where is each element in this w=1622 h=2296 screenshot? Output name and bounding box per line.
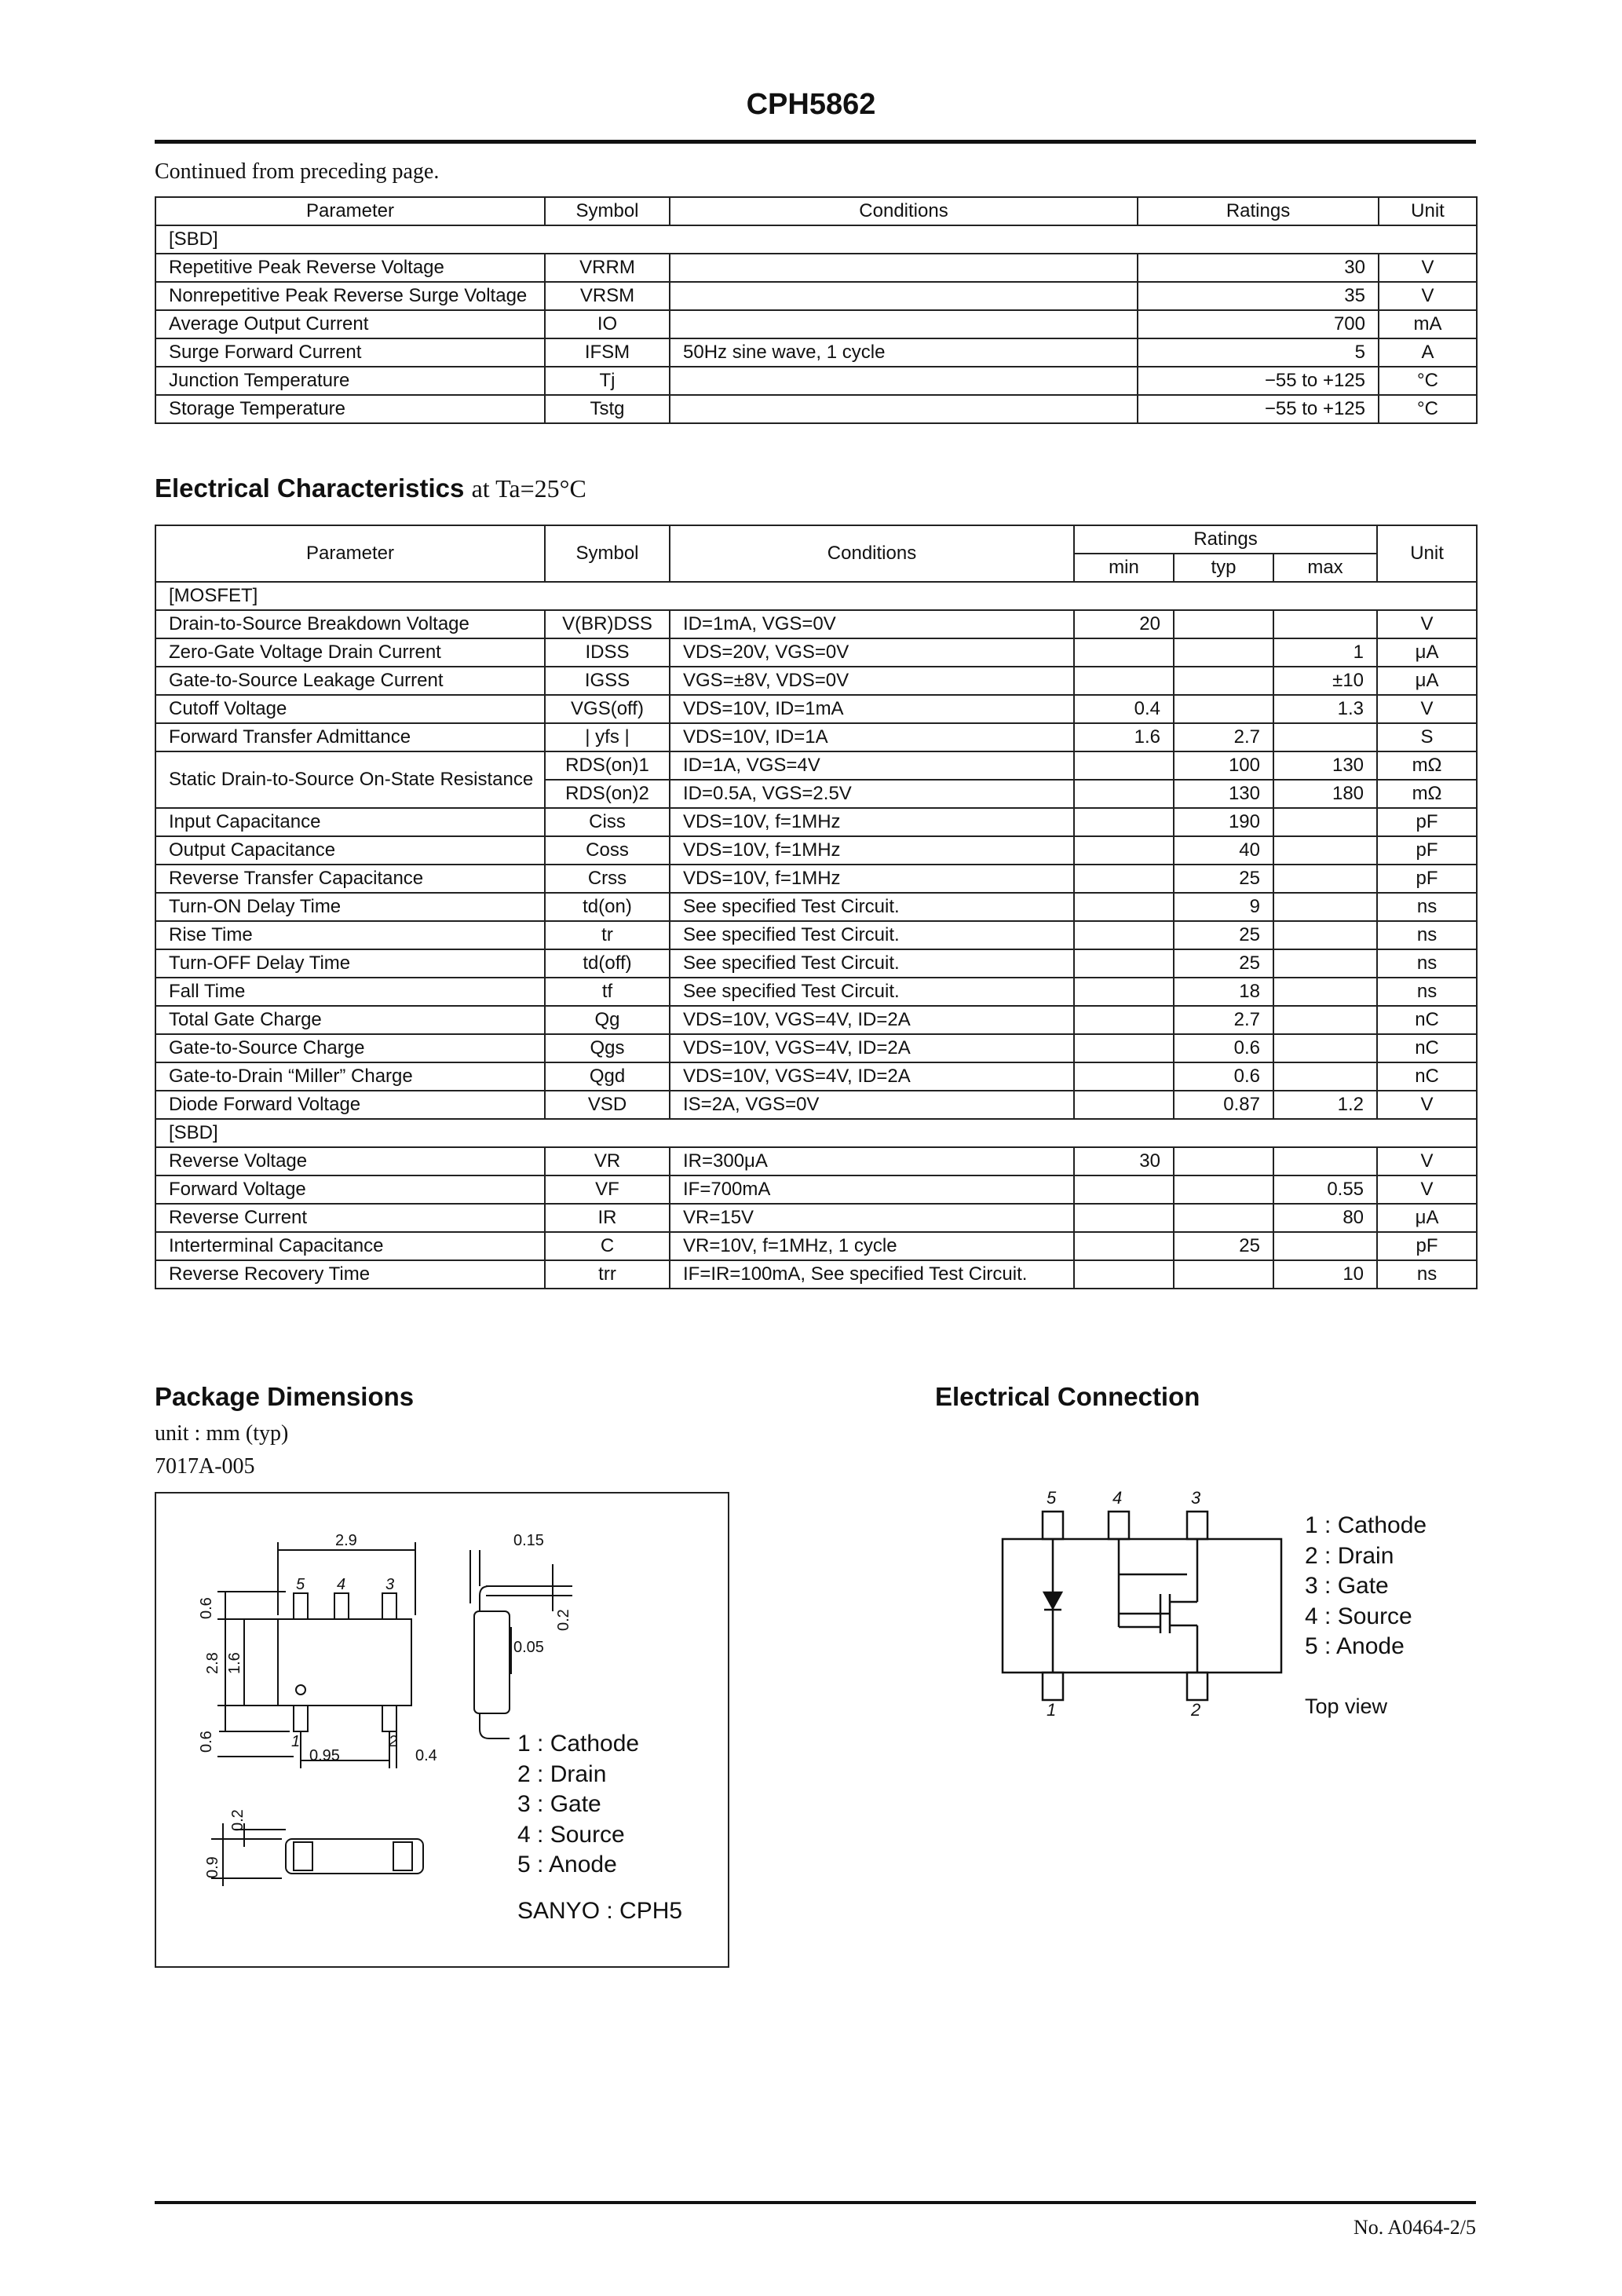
cell-min [1074, 1204, 1174, 1232]
package-title: Package Dimensions [155, 1382, 415, 1411]
cell-unit: ns [1377, 893, 1477, 921]
cell-conditions: VDS=20V, VGS=0V [670, 638, 1074, 667]
cell-max [1273, 1147, 1377, 1175]
cell-typ [1174, 638, 1273, 667]
cell-max: 1.2 [1273, 1091, 1377, 1119]
dim-b: 1.6 [226, 1652, 243, 1674]
cell-parameter: Forward Voltage [155, 1175, 545, 1204]
cell-conditions [670, 310, 1138, 338]
elec-heading [155, 473, 586, 503]
dim-width: 2.9 [335, 1532, 357, 1549]
cell-unit: V [1377, 610, 1477, 638]
table-row [155, 949, 1477, 978]
cell-symbol: tf [545, 978, 670, 1006]
rds-typ: 130 [1174, 780, 1273, 808]
package-pin-list [517, 1729, 682, 1926]
rds-unit: mΩ [1377, 780, 1477, 808]
cell-unit: A [1379, 338, 1477, 367]
pin-label: 2 : Drain [517, 1760, 607, 1787]
cell-ratings: 30 [1138, 254, 1379, 282]
cell-unit: V [1377, 1147, 1477, 1175]
cell-symbol: IFSM [545, 338, 670, 367]
cell-unit: pF [1377, 865, 1477, 893]
cell-max [1273, 865, 1377, 893]
cell-max: 10 [1273, 1260, 1377, 1289]
cell-symbol: Qgs [545, 1034, 670, 1062]
cell-symbol: | yfs | [545, 723, 670, 751]
cell-max: 1.3 [1273, 695, 1377, 723]
cell-symbol: C [545, 1232, 670, 1260]
dim-h: 2.8 [204, 1652, 221, 1674]
rds-unit: mΩ [1377, 751, 1477, 780]
table-row [155, 1062, 1477, 1091]
cell-min [1074, 865, 1174, 893]
connection-view-note: Top view [1305, 1695, 1388, 1718]
cell-conditions: VDS=10V, f=1MHz [670, 836, 1074, 865]
pin-number: 3 [385, 1576, 395, 1593]
cell-symbol: Qg [545, 1006, 670, 1034]
cell-parameter: Fall Time [155, 978, 545, 1006]
cell-unit: pF [1377, 836, 1477, 865]
cell-ratings: 700 [1138, 310, 1379, 338]
cell-parameter: Average Output Current [155, 310, 545, 338]
table-row [155, 723, 1477, 751]
cell-symbol: tr [545, 921, 670, 949]
cell-max [1273, 836, 1377, 865]
dim-t1: 0.15 [513, 1532, 544, 1549]
cell-min: 20 [1074, 610, 1174, 638]
cell-symbol: td(off) [545, 949, 670, 978]
cell-min [1074, 638, 1174, 667]
table-row [155, 1147, 1477, 1175]
cell-min [1074, 1091, 1174, 1119]
table-row [155, 367, 1477, 395]
header-rule [155, 140, 1476, 144]
cell-parameter: Reverse Recovery Time [155, 1260, 545, 1289]
rds-typ: 100 [1174, 751, 1273, 780]
cell-conditions: IR=300μA [670, 1147, 1074, 1175]
package-maker: SANYO : CPH5 [517, 1897, 683, 1924]
cell-unit: °C [1379, 367, 1477, 395]
cell-parameter: Gate-to-Source Charge [155, 1034, 545, 1062]
table-row [155, 978, 1477, 1006]
cell-unit: nC [1377, 1006, 1477, 1034]
cell-conditions: IS=2A, VGS=0V [670, 1091, 1074, 1119]
table-row [155, 310, 1477, 338]
cell-parameter: Drain-to-Source Breakdown Voltage [155, 610, 545, 638]
section-mosfet: [MOSFET] [155, 582, 1477, 610]
pin-number: 4 [337, 1576, 346, 1593]
table-row [155, 338, 1477, 367]
mosfet-rows [155, 610, 1477, 751]
header-max: max [1273, 554, 1377, 582]
cell-min: 30 [1074, 1147, 1174, 1175]
connection-title: Electrical Connection [935, 1382, 1200, 1411]
cell-parameter: Nonrepetitive Peak Reverse Surge Voltage [155, 282, 545, 310]
pin-number: 5 [296, 1576, 305, 1593]
cell-conditions: VDS=10V, VGS=4V, ID=2A [670, 1034, 1074, 1062]
cell-unit: V [1377, 1175, 1477, 1204]
cell-conditions: See specified Test Circuit. [670, 893, 1074, 921]
cell-parameter: Total Gate Charge [155, 1006, 545, 1034]
pin-label: 2 : Drain [1305, 1542, 1394, 1569]
cell-parameter: Reverse Current [155, 1204, 545, 1232]
dim-lead: 0.2 [555, 1609, 572, 1631]
pin-number: 2 [389, 1733, 398, 1750]
pin-label: 4 : Source [1305, 1603, 1412, 1629]
cell-typ [1174, 1204, 1273, 1232]
package-drawing-box [155, 1492, 729, 1968]
header-typ: typ [1174, 554, 1273, 582]
header-parameter: Parameter [155, 525, 545, 582]
cell-min [1074, 667, 1174, 695]
table-row [155, 282, 1477, 310]
section-sbd: [SBD] [155, 1119, 1477, 1147]
cell-parameter: Zero-Gate Voltage Drain Current [155, 638, 545, 667]
cell-symbol: Qgd [545, 1062, 670, 1091]
rds-min [1074, 780, 1174, 808]
cell-min [1074, 1175, 1174, 1204]
cell-typ: 0.6 [1174, 1062, 1273, 1091]
cell-unit: μA [1377, 1204, 1477, 1232]
cell-min [1074, 1062, 1174, 1091]
cell-symbol: IDSS [545, 638, 670, 667]
cell-unit: ns [1377, 978, 1477, 1006]
cell-ratings: 5 [1138, 338, 1379, 367]
cell-ratings: −55 to +125 [1138, 367, 1379, 395]
cell-parameter: Repetitive Peak Reverse Voltage [155, 254, 545, 282]
cell-typ: 0.87 [1174, 1091, 1273, 1119]
cell-unit: V [1379, 282, 1477, 310]
dim-t2: 0.05 [513, 1639, 544, 1656]
cell-typ: 25 [1174, 865, 1273, 893]
section-label: [SBD] [155, 225, 1477, 254]
header-conditions: Conditions [670, 525, 1074, 582]
cell-symbol: VRRM [545, 254, 670, 282]
connection-diagram [989, 1476, 1295, 1727]
cell-min [1074, 808, 1174, 836]
rds-max: 130 [1273, 751, 1377, 780]
cell-typ [1174, 695, 1273, 723]
table-row [155, 667, 1477, 695]
cell-unit: μA [1377, 638, 1477, 667]
cell-typ: 2.7 [1174, 1006, 1273, 1034]
cell-conditions: ID=1mA, VGS=0V [670, 610, 1074, 638]
header-conditions: Conditions [670, 197, 1138, 225]
pin-label: 4 : Source [517, 1821, 625, 1848]
cell-unit: pF [1377, 808, 1477, 836]
cell-unit: ns [1377, 921, 1477, 949]
rds-max: 180 [1273, 780, 1377, 808]
rds-conditions: ID=1A, VGS=4V [670, 751, 1074, 780]
cell-symbol: IGSS [545, 667, 670, 695]
cell-max [1273, 1062, 1377, 1091]
cell-conditions [670, 395, 1138, 423]
table-row [155, 1091, 1477, 1119]
cell-symbol: VRSM [545, 282, 670, 310]
header-unit: Unit [1377, 525, 1477, 582]
cell-max: 1 [1273, 638, 1377, 667]
cell-conditions: VDS=10V, f=1MHz [670, 865, 1074, 893]
cell-symbol: IR [545, 1204, 670, 1232]
cell-symbol: Crss [545, 865, 670, 893]
cell-symbol: trr [545, 1260, 670, 1289]
cell-min [1074, 1232, 1174, 1260]
table-header-row [155, 525, 1477, 554]
cell-conditions: VGS=±8V, VDS=0V [670, 667, 1074, 695]
cell-unit: mA [1379, 310, 1477, 338]
cell-conditions: See specified Test Circuit. [670, 949, 1074, 978]
cell-unit: V [1377, 1091, 1477, 1119]
pin-number: 1 [291, 1733, 301, 1750]
cell-min [1074, 1006, 1174, 1034]
rds-parameter: Static Drain-to-Source On-State Resistance [155, 751, 545, 808]
rds-conditions: ID=0.5A, VGS=2.5V [670, 780, 1074, 808]
cell-unit: V [1377, 695, 1477, 723]
cell-min [1074, 1260, 1174, 1289]
cell-conditions: IF=700mA [670, 1175, 1074, 1204]
package-unit-note: unit : mm (typ) [155, 1421, 289, 1446]
cell-typ: 2.7 [1174, 723, 1273, 751]
cell-parameter: Junction Temperature [155, 367, 545, 395]
cell-parameter: Reverse Voltage [155, 1147, 545, 1175]
table-row [155, 610, 1477, 638]
cell-conditions: See specified Test Circuit. [670, 978, 1074, 1006]
cell-max [1273, 1006, 1377, 1034]
cell-parameter: Diode Forward Voltage [155, 1091, 545, 1119]
cell-max [1273, 978, 1377, 1006]
cell-conditions [670, 367, 1138, 395]
cell-symbol: Ciss [545, 808, 670, 836]
abs-rows [155, 254, 1477, 423]
cell-symbol: VSD [545, 1091, 670, 1119]
cell-parameter: Turn-OFF Delay Time [155, 949, 545, 978]
cell-min [1074, 921, 1174, 949]
cell-conditions: 50Hz sine wave, 1 cycle [670, 338, 1138, 367]
table-row [155, 921, 1477, 949]
rds-min [1074, 751, 1174, 780]
cell-conditions: VR=10V, f=1MHz, 1 cycle [670, 1232, 1074, 1260]
cell-typ [1174, 1260, 1273, 1289]
pin-label: 5 : Anode [517, 1852, 617, 1877]
dim-s2: 0.9 [204, 1856, 221, 1878]
table-row [155, 638, 1477, 667]
table-row [155, 865, 1477, 893]
cell-max [1273, 1232, 1377, 1260]
cell-parameter: Surge Forward Current [155, 338, 545, 367]
continued-note: Continued from preceding page. [155, 159, 440, 184]
cell-symbol: IO [545, 310, 670, 338]
cell-max: 0.55 [1273, 1175, 1377, 1204]
cell-max [1273, 723, 1377, 751]
cell-typ: 25 [1174, 921, 1273, 949]
header-ratings: Ratings [1074, 525, 1377, 554]
cell-typ: 9 [1174, 893, 1273, 921]
conn-pin-number: 3 [1191, 1488, 1201, 1508]
header-min: min [1074, 554, 1174, 582]
cell-unit: nC [1377, 1062, 1477, 1091]
cell-max [1273, 949, 1377, 978]
header-ratings: Ratings [1138, 197, 1379, 225]
header-symbol: Symbol [545, 525, 670, 582]
cell-max [1273, 1034, 1377, 1062]
cell-parameter: Storage Temperature [155, 395, 545, 423]
cell-symbol: Coss [545, 836, 670, 865]
cell-parameter: Input Capacitance [155, 808, 545, 836]
cell-typ: 190 [1174, 808, 1273, 836]
pin-label: 1 : Cathode [1305, 1512, 1427, 1538]
cell-min [1074, 893, 1174, 921]
dim-p2: 0.6 [198, 1731, 215, 1753]
cell-typ [1174, 1147, 1273, 1175]
cell-min [1074, 1034, 1174, 1062]
cell-typ: 25 [1174, 1232, 1273, 1260]
rds-symbol: RDS(on)1 [545, 751, 670, 780]
cell-symbol: VGS(off) [545, 695, 670, 723]
cell-max [1273, 921, 1377, 949]
cell-symbol: VR [545, 1147, 670, 1175]
cell-min [1074, 978, 1174, 1006]
table-row [155, 1006, 1477, 1034]
table-row [155, 254, 1477, 282]
dim-p1: 0.6 [198, 1597, 215, 1619]
dim-s1: 0.2 [229, 1809, 247, 1831]
cell-max: 80 [1273, 1204, 1377, 1232]
cell-unit: ns [1377, 1260, 1477, 1289]
cell-conditions: VDS=10V, ID=1mA [670, 695, 1074, 723]
cell-unit: S [1377, 723, 1477, 751]
rds-symbol: RDS(on)2 [545, 780, 670, 808]
elec-heading-title: Electrical Characteristics [155, 473, 465, 503]
cell-parameter: Forward Transfer Admittance [155, 723, 545, 751]
header-unit: Unit [1379, 197, 1477, 225]
cell-min: 1.6 [1074, 723, 1174, 751]
cell-conditions: VDS=10V, VGS=4V, ID=2A [670, 1006, 1074, 1034]
table-header-row [155, 197, 1477, 225]
cell-ratings: 35 [1138, 282, 1379, 310]
cell-symbol: VF [545, 1175, 670, 1204]
pin-label: 5 : Anode [1305, 1633, 1405, 1659]
table-row [155, 695, 1477, 723]
cell-unit: pF [1377, 1232, 1477, 1260]
cell-conditions: VDS=10V, f=1MHz [670, 808, 1074, 836]
mosfet-rows-2 [155, 808, 1477, 1119]
cell-parameter: Interterminal Capacitance [155, 1232, 545, 1260]
cell-unit: °C [1379, 395, 1477, 423]
cell-parameter: Gate-to-Drain “Miller” Charge [155, 1062, 545, 1091]
doc-number: No. A0464-2/5 [1353, 2216, 1476, 2239]
package-code: 7017A-005 [155, 1454, 255, 1479]
footer-rule [155, 2201, 1476, 2204]
header-symbol: Symbol [545, 197, 670, 225]
table-row [155, 1260, 1477, 1289]
conn-pin-number: 4 [1112, 1488, 1123, 1508]
cell-unit: ns [1377, 949, 1477, 978]
table-row [155, 1232, 1477, 1260]
conn-pin-number: 2 [1191, 1700, 1201, 1720]
cell-symbol: Tj [545, 367, 670, 395]
cell-parameter: Gate-to-Source Leakage Current [155, 667, 545, 695]
connection-pin-list [1305, 1511, 1427, 1662]
table-row [155, 395, 1477, 423]
cell-conditions [670, 282, 1138, 310]
page-title: CPH5862 [746, 88, 876, 121]
cell-typ: 0.6 [1174, 1034, 1273, 1062]
cell-parameter: Rise Time [155, 921, 545, 949]
cell-symbol: Tstg [545, 395, 670, 423]
pin-label: 3 : Gate [517, 1791, 601, 1817]
table-row [155, 808, 1477, 836]
cell-conditions [670, 254, 1138, 282]
cell-parameter: Output Capacitance [155, 836, 545, 865]
table-row [155, 836, 1477, 865]
cell-symbol: V(BR)DSS [545, 610, 670, 638]
cell-typ [1174, 667, 1273, 695]
cell-unit: nC [1377, 1034, 1477, 1062]
table-row [155, 1175, 1477, 1204]
cell-symbol: td(on) [545, 893, 670, 921]
elec-char-table [155, 525, 1478, 1289]
cell-conditions: See specified Test Circuit. [670, 921, 1074, 949]
header-parameter: Parameter [155, 197, 545, 225]
cell-typ [1174, 1175, 1273, 1204]
sbd-rows [155, 1147, 1477, 1289]
cell-typ: 18 [1174, 978, 1273, 1006]
dim-lw: 0.4 [415, 1747, 437, 1764]
cell-ratings: −55 to +125 [1138, 395, 1379, 423]
conn-pin-number: 5 [1047, 1488, 1057, 1508]
cell-parameter: Cutoff Voltage [155, 695, 545, 723]
cell-typ: 25 [1174, 949, 1273, 978]
cell-conditions: VDS=10V, VGS=4V, ID=2A [670, 1062, 1074, 1091]
cell-max [1273, 893, 1377, 921]
cell-max [1273, 808, 1377, 836]
dim-pitch: 0.95 [309, 1747, 340, 1764]
table-row [155, 893, 1477, 921]
abs-ratings-table [155, 196, 1478, 424]
cell-parameter: Turn-ON Delay Time [155, 893, 545, 921]
cell-min [1074, 836, 1174, 865]
cell-conditions: VR=15V [670, 1204, 1074, 1232]
cell-conditions: VDS=10V, ID=1A [670, 723, 1074, 751]
conn-pin-number: 1 [1047, 1700, 1057, 1720]
cell-max: ±10 [1273, 667, 1377, 695]
table-row [155, 1204, 1477, 1232]
cell-parameter: Reverse Transfer Capacitance [155, 865, 545, 893]
cell-unit: μA [1377, 667, 1477, 695]
cell-typ: 40 [1174, 836, 1273, 865]
cell-conditions: IF=IR=100mA, See specified Test Circuit. [670, 1260, 1074, 1289]
table-row [155, 751, 1477, 780]
cell-max [1273, 610, 1377, 638]
elec-heading-suffix: at Ta=25°C [471, 474, 586, 503]
cell-min [1074, 949, 1174, 978]
pin-label: 1 : Cathode [517, 1731, 640, 1757]
pin-label: 3 : Gate [1305, 1573, 1389, 1599]
cell-unit: V [1379, 254, 1477, 282]
cell-typ [1174, 610, 1273, 638]
table-row [155, 1034, 1477, 1062]
cell-min: 0.4 [1074, 695, 1174, 723]
